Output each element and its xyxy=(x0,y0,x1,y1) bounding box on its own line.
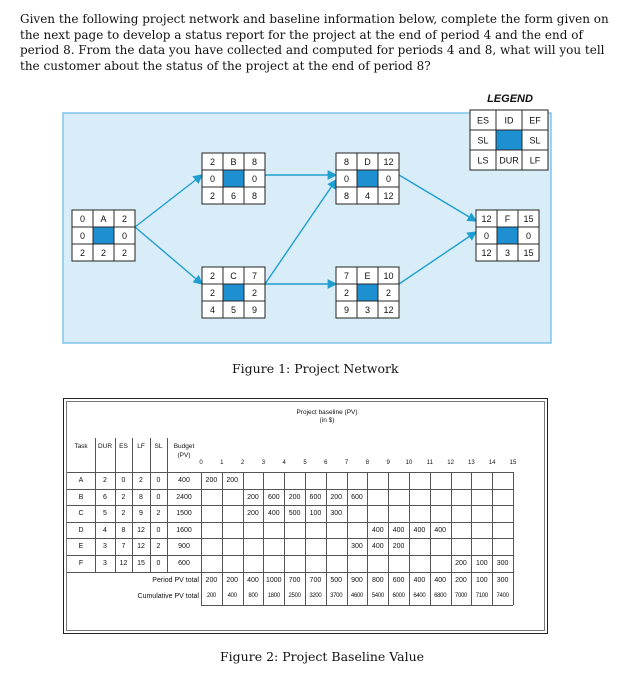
question-text: Given the following project network and baseline information below, complete the form given on the next page to develop a status report for the project at the end of period 4 and the end of period 8. From the data you have collected and computed for periods 4 and 8, what will you tell the customer about the status of the project at the end of period 8? xyxy=(20,12,609,73)
cumulative-total: 3200 xyxy=(309,593,322,600)
task-sl: 0 xyxy=(156,526,161,534)
period-label: 7 xyxy=(344,460,349,466)
task-lf: 12 xyxy=(137,526,145,534)
header-5: Budget (PV) xyxy=(173,443,195,459)
period-total: 200 xyxy=(455,576,467,584)
period-label: 3 xyxy=(261,460,266,466)
pv-cell: 600 xyxy=(351,493,363,501)
node-sl-left: 0 xyxy=(79,231,86,241)
task-budget: 400 xyxy=(178,477,190,484)
task-budget: 2400 xyxy=(176,493,192,501)
task-sl: 0 xyxy=(156,477,161,484)
cumulative-total: 6000 xyxy=(392,593,405,600)
task-task: C xyxy=(78,510,84,518)
network-node-d xyxy=(336,153,399,204)
node-lf: 2 xyxy=(121,248,128,258)
legend-title: LEGEND xyxy=(487,93,533,105)
node-center-fill xyxy=(223,170,244,187)
task-task: A xyxy=(78,477,84,484)
legend-ef: EF xyxy=(529,115,541,126)
header-3: LF xyxy=(137,443,145,450)
task-budget: 1600 xyxy=(176,526,192,534)
node-ef: 12 xyxy=(383,157,394,167)
node-lf: 12 xyxy=(383,191,394,201)
cumulative-total: 2500 xyxy=(288,593,301,600)
node-sl-right: 0 xyxy=(121,231,128,241)
pv-cell: 500 xyxy=(288,510,301,518)
node-sl-right: 2 xyxy=(385,288,392,298)
header-1: DUR xyxy=(97,443,113,450)
task-es: 7 xyxy=(121,543,126,551)
period-total: 300 xyxy=(496,576,509,584)
node-dur: 3 xyxy=(504,248,511,258)
task-es: 12 xyxy=(119,560,128,567)
task-lf: 15 xyxy=(137,560,145,567)
period-total: 400 xyxy=(247,576,259,584)
node-sl-left: 2 xyxy=(209,288,216,298)
period-label: 14 xyxy=(488,460,496,466)
network-node-a xyxy=(72,210,135,261)
period-total: 200 xyxy=(205,576,218,584)
period-total-label: Period PV total xyxy=(152,576,199,584)
cumulative-total: 7400 xyxy=(496,593,509,600)
cumulative-total: 200 xyxy=(206,593,216,600)
cumulative-total: 3700 xyxy=(330,593,343,600)
period-total: 700 xyxy=(309,576,322,584)
period-label: 11 xyxy=(426,460,433,466)
header-4: SL xyxy=(154,443,163,450)
legend-sl-left: SL xyxy=(477,135,489,146)
cumulative-total-label: Cumulative PV total xyxy=(137,593,199,601)
period-label: 8 xyxy=(365,460,370,466)
period-label: 0 xyxy=(199,460,203,466)
node-ls: 4 xyxy=(209,305,216,315)
pv-cell: 200 xyxy=(226,477,239,484)
node-ef: 15 xyxy=(523,214,534,224)
task-sl: 2 xyxy=(156,510,161,518)
period-label: 12 xyxy=(447,460,454,466)
period-label: 6 xyxy=(324,460,328,466)
task-dur: 2 xyxy=(103,477,107,484)
task-sl: 0 xyxy=(156,560,161,567)
node-center-fill xyxy=(357,170,378,187)
grid-col-rule xyxy=(513,472,514,605)
legend-sl-right: SL xyxy=(529,135,541,146)
task-dur: 3 xyxy=(103,560,107,567)
task-dur: 6 xyxy=(103,493,107,501)
node-ls: 2 xyxy=(79,248,86,258)
cumulative-total: 5400 xyxy=(371,593,384,600)
node-center-fill xyxy=(497,227,518,244)
task-lf: 8 xyxy=(139,493,143,501)
period-total: 400 xyxy=(434,576,447,584)
node-dur: 2 xyxy=(100,248,107,258)
pv-cell: 300 xyxy=(496,560,509,567)
task-lf: 12 xyxy=(137,543,145,551)
period-total: 700 xyxy=(288,576,301,584)
task-es: 8 xyxy=(121,526,126,534)
node-ls: 9 xyxy=(343,305,350,315)
period-total: 900 xyxy=(351,576,363,584)
legend-box xyxy=(470,110,548,170)
node-es: 12 xyxy=(481,214,492,224)
pv-cell: 400 xyxy=(413,526,426,534)
period-label: 15 xyxy=(509,460,517,466)
period-total: 1000 xyxy=(266,576,282,584)
node-ef: 10 xyxy=(383,271,394,281)
task-sl: 0 xyxy=(156,493,161,501)
node-ls: 2 xyxy=(209,191,216,201)
pv-cell: 200 xyxy=(205,477,218,484)
task-lf: 2 xyxy=(139,477,143,484)
pv-cell: 200 xyxy=(247,510,259,518)
node-sl-left: 0 xyxy=(343,174,350,184)
node-id: D xyxy=(364,157,371,167)
node-id: B xyxy=(230,157,237,167)
period-label: 4 xyxy=(282,460,286,466)
cumulative-total: 400 xyxy=(227,593,237,600)
cumulative-total: 800 xyxy=(248,593,258,600)
task-sl: 2 xyxy=(156,543,161,551)
task-task: E xyxy=(78,543,84,551)
node-dur: 5 xyxy=(230,305,237,315)
cumulative-total: 4600 xyxy=(350,593,364,600)
node-sl-right: 0 xyxy=(385,174,392,184)
task-budget: 900 xyxy=(178,543,190,551)
task-task: D xyxy=(78,526,84,534)
pv-cell: 100 xyxy=(309,510,322,518)
task-task: B xyxy=(78,493,84,501)
period-label: 1 xyxy=(220,460,224,466)
period-label: 5 xyxy=(303,460,307,466)
figure1-caption: Figure 1: Project Network xyxy=(232,361,399,376)
bottom-rule xyxy=(201,605,513,606)
pv-cell: 400 xyxy=(392,526,405,534)
pv-cell: 200 xyxy=(392,543,405,551)
legend-ls: LS xyxy=(477,155,489,166)
node-ls: 12 xyxy=(481,248,492,258)
node-ef: 2 xyxy=(121,214,128,224)
period-label: 9 xyxy=(386,460,390,466)
node-center-fill xyxy=(357,284,378,301)
pv-cell: 200 xyxy=(288,493,301,501)
pv-cell: 200 xyxy=(247,493,259,501)
node-id: E xyxy=(364,271,371,281)
node-dur: 4 xyxy=(364,191,371,201)
legend-center-fill xyxy=(496,130,522,150)
legend-lf: LF xyxy=(529,155,541,166)
cumulative-total: 7000 xyxy=(454,593,468,600)
pv-cell: 400 xyxy=(371,543,384,551)
header-0: Task xyxy=(74,443,88,450)
node-es: 2 xyxy=(209,157,216,167)
pv-cell: 100 xyxy=(475,560,488,567)
node-ef: 7 xyxy=(251,271,258,281)
pv-cell: 400 xyxy=(434,526,447,534)
period-total: 200 xyxy=(226,576,239,584)
task-budget: 1500 xyxy=(176,510,192,518)
pv-cell: 600 xyxy=(309,493,322,501)
task-budget: 600 xyxy=(178,560,190,567)
network-node-f xyxy=(476,210,539,261)
node-dur: 3 xyxy=(364,305,371,315)
baseline-table-inner xyxy=(66,401,545,631)
baseline-title: Project baseline (PV) xyxy=(296,409,358,416)
cumulative-total: 1800 xyxy=(267,593,280,600)
pv-cell: 300 xyxy=(351,543,363,551)
network-node-c xyxy=(202,267,265,318)
period-total: 500 xyxy=(330,576,343,584)
pv-cell: 200 xyxy=(330,493,343,501)
node-es: 8 xyxy=(343,157,350,167)
legend-id: ID xyxy=(504,115,514,126)
node-id: C xyxy=(230,271,237,281)
baseline-title-unit: (in $) xyxy=(319,417,335,424)
node-center-fill xyxy=(93,227,114,244)
period-label: 2 xyxy=(240,460,245,466)
network-node-b xyxy=(202,153,265,204)
task-lf: 9 xyxy=(139,510,143,518)
task-dur: 4 xyxy=(103,526,107,534)
node-lf: 12 xyxy=(383,305,394,315)
task-es: 2 xyxy=(121,510,126,518)
node-es: 7 xyxy=(343,271,350,281)
node-lf: 8 xyxy=(251,191,258,201)
node-es: 0 xyxy=(79,214,86,224)
node-sl-right: 0 xyxy=(251,174,258,184)
pv-cell: 300 xyxy=(330,510,343,518)
node-dur: 6 xyxy=(230,191,237,201)
task-task: F xyxy=(78,560,84,567)
node-sl-right: 2 xyxy=(251,288,258,298)
period-label: 10 xyxy=(405,460,413,466)
figure2-caption: Figure 2: Project Baseline Value xyxy=(220,649,425,664)
task-dur: 3 xyxy=(103,543,107,551)
node-sl-left: 0 xyxy=(483,231,490,241)
pv-cell: 400 xyxy=(371,526,384,534)
node-id: F xyxy=(504,214,511,224)
task-es: 2 xyxy=(121,493,126,501)
cumulative-total: 6800 xyxy=(434,593,447,600)
period-total: 800 xyxy=(371,576,384,584)
task-dur: 5 xyxy=(103,510,107,518)
node-ef: 8 xyxy=(251,157,258,167)
node-lf: 9 xyxy=(251,305,258,315)
network-node-e xyxy=(336,267,399,318)
node-sl-left: 0 xyxy=(209,174,216,184)
node-ls: 8 xyxy=(343,191,350,201)
node-center-fill xyxy=(223,284,244,301)
cumulative-total: 7100 xyxy=(475,593,488,600)
period-label: 13 xyxy=(468,460,475,466)
baseline-table xyxy=(63,398,548,634)
node-es: 2 xyxy=(209,271,216,281)
cumulative-total: 6400 xyxy=(413,593,426,600)
pv-cell: 400 xyxy=(267,510,280,518)
task-es: 0 xyxy=(121,477,126,484)
pv-cell: 200 xyxy=(455,560,467,567)
header-2: ES xyxy=(119,443,128,450)
legend-es: ES xyxy=(476,115,490,126)
node-lf: 15 xyxy=(523,248,534,258)
legend-dur: DUR xyxy=(499,155,519,166)
period-total: 400 xyxy=(413,576,426,584)
period-total: 100 xyxy=(475,576,488,584)
node-id: A xyxy=(100,214,107,224)
pv-cell: 600 xyxy=(267,493,280,501)
node-sl-right: 0 xyxy=(525,231,532,241)
period-total: 600 xyxy=(392,576,405,584)
node-sl-left: 2 xyxy=(343,288,350,298)
